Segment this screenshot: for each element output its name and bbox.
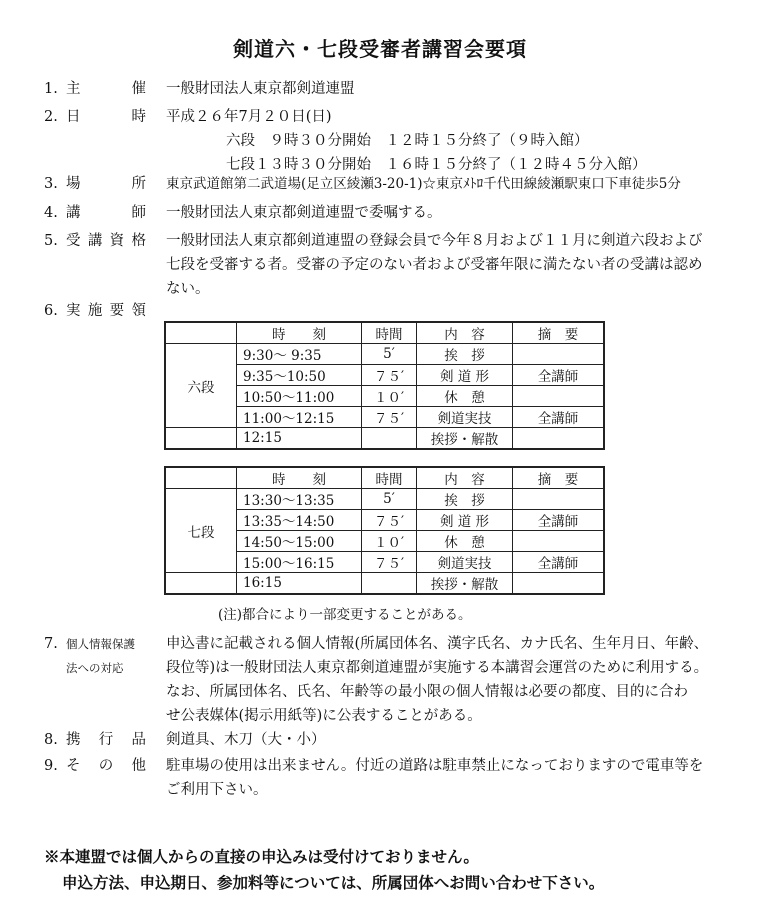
table-row: 12:15 挨拶・解散 [165,428,604,450]
table-row: 10:50〜11:00 １０′ 休 憩 [165,386,604,407]
document-page: 剣道六・七段受審者講習会要項 1. 主 催 一般財団法人東京都剣道連盟 2. 日 時 平成２６年7月２０日(日) 六段 ９時３０分開始 １２時１５分終了（９時入館） 七段１３時３０分開始 １６時１５分終了（１２時４５分入館） 3. 場 所 東京武道館第二武道場(足立区綾瀬3-20-1)☆東京ﾒﾄﾛ千代田線綾瀬駅東口下車徒歩5分 4. 講 師 一般財団法人東京都剣道連盟で委嘱する。 5. 受 講 資 格 一般財団法人東京都剣道連盟の登録会員で今年８月および１１月に剣道六段および 七段を受審する者。受審の予定のない者および受審年限に満たない者の受講は認め ない。 6. 実 施 要 領 時 刻 時間 内 容 摘 要 六段 9:30〜 9:35 5′ 挨 拶 9:35〜10:50 ７５′ 剣 道 形 全講師 10:50〜11:00 １０′ 休 憩 11:00〜12:15 ７５′ 剣道実技 全講師 12:15 挨拶・解散 時 刻 時間 内 容 摘 要 七段 13:30〜13:35 5′ 挨 拶 13:35〜14:50 ７５′ 剣 道 形 全講師 14:50〜15:00 １０′ 休 憩 15:00〜16:15 ７５′ 剣道実技 全講師 16:15 挨拶・解散 (注)都合により一部変更することがある。 7. 個人情報保護 法への対応 申込書に記載される個人情報(所属団体名、漢字氏名、カナ氏名、生年月日、年齢、 段位等)は一般財団法人東京都剣道連盟が実施する本講習会運営のために利用する。 なお、所属団体名、氏名、年齢等の最小限の個人情報は必要の都度、目的に合わ せ公表媒体(掲示用紙等)に公表することがある。 8. 携 行 品 剣道具、木刀（大・小） 9. そ の 他 駐車場の使用は出来ません。付近の道路は駐車禁止になっておりますので電車等を ご利用下さい。 ※本連盟では個人からの直接の申込みは受付けておりません。 申込方法、申込期日、参加料等については、所属団体へお問い合わせ下さい。 [0,0,760,922]
item-label: 講 師 [66,205,146,221]
item-label: 受 講 資 格 [66,233,146,249]
item-label: 実 施 要 領 [66,303,146,319]
table-row: 13:35〜14:50 ７５′ 剣 道 形 全講師 [165,510,604,531]
table-row: 15:00〜16:15 ７５′ 剣道実技 全講師 [165,552,604,573]
item-date-6dan: 六段 ９時３０分開始 １２時１５分終了（９時入館） [226,133,589,149]
table-row: 14:50〜15:00 １０′ 休 憩 [165,531,604,552]
item-label: 法への対応 [66,661,124,675]
schedule-note: (注)都合により一部変更することがある。 [218,607,472,623]
footer-line-2: 申込方法、申込期日、参加料等については、所属団体へお問い合わせ下さい。 [62,873,605,892]
table-row: 16:15 挨拶・解散 [165,573,604,595]
item-label: そ の 他 [66,758,146,774]
rank-cell: 六段 [165,344,237,428]
table-header-row: 時 刻 時間 内 容 摘 要 [165,467,604,489]
item-label: 個人情報保護 [66,637,135,651]
item-label: 日 時 [66,109,146,125]
table-row: 七段 13:30〜13:35 5′ 挨 拶 [165,489,604,510]
item-place-text: 東京武道館第二武道場(足立区綾瀬3-20-1)☆東京ﾒﾄﾛ千代田線綾瀬駅東口下車徒歩5分 [166,176,681,192]
item-lecturer-text: 一般財団法人東京都剣道連盟で委嘱する。 [166,205,442,221]
item-label: 主 催 [66,81,146,97]
item-label: 場 所 [66,176,146,192]
item-host-text: 一般財団法人東京都剣道連盟 [166,81,355,97]
footer-notice [44,844,604,896]
footer-line-1: ※本連盟では個人からの直接の申込みは受付けておりません。 [44,847,479,866]
schedule-table-7dan [164,466,605,595]
schedule-table-6dan [164,321,605,450]
rank-cell: 七段 [165,489,237,573]
item-date-7dan: 七段１３時３０分開始 １６時１５分終了（１２時４５分入館） [226,157,647,173]
table-header-row: 時 刻 時間 内 容 摘 要 [165,322,604,344]
table-row: 六段 9:30〜 9:35 5′ 挨 拶 [165,344,604,365]
item-label: 携 行 品 [66,732,146,748]
item-date-text: 平成２６年7月２０日(日) [166,109,332,125]
table-row: 11:00〜12:15 ７５′ 剣道実技 全講師 [165,407,604,428]
table-row: 9:35〜10:50 ７５′ 剣 道 形 全講師 [165,365,604,386]
document-title: 剣道六・七段受審者講習会要項 [233,37,527,61]
